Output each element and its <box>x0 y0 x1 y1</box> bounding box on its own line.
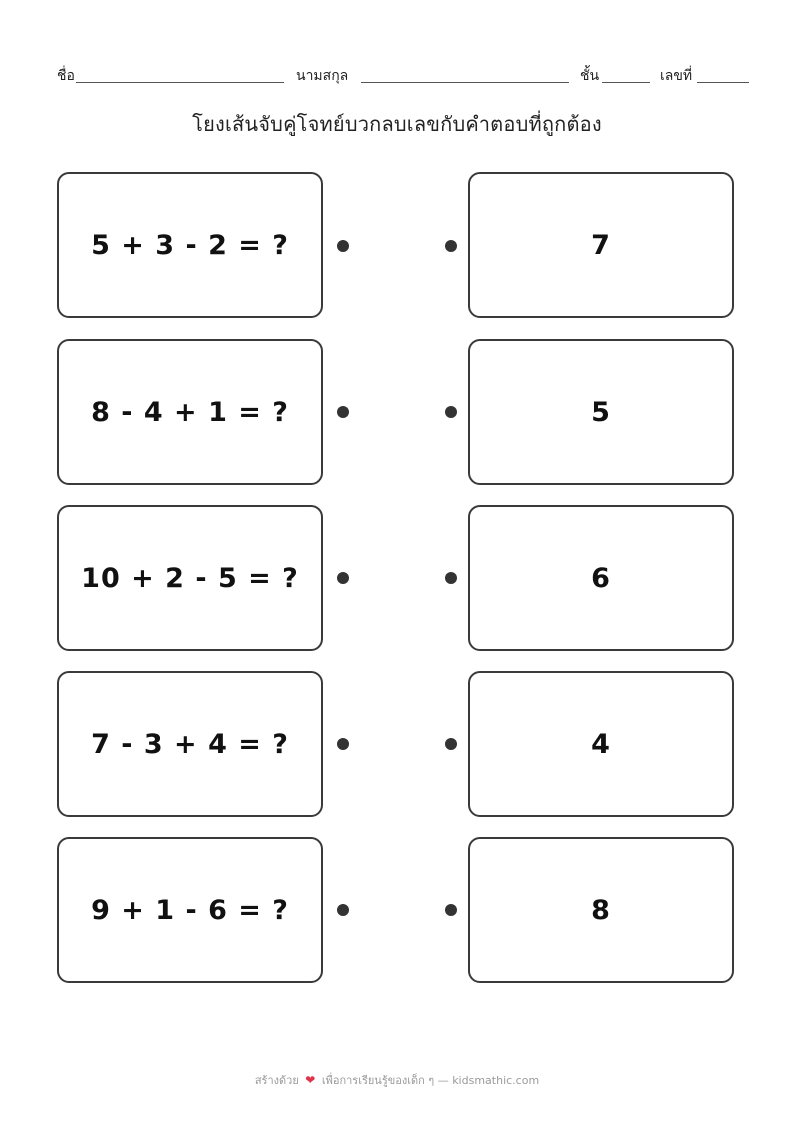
answer-connector-dot-5[interactable] <box>445 904 457 916</box>
question-text: 7 - 3 + 4 = ? <box>91 728 289 760</box>
question-text: 8 - 4 + 1 = ? <box>91 396 289 428</box>
answer-connector-dot-2[interactable] <box>445 406 457 418</box>
number-field[interactable] <box>697 82 749 83</box>
answer-text: 7 <box>591 229 611 261</box>
answer-connector-dot-3[interactable] <box>445 572 457 584</box>
name-field[interactable] <box>76 82 284 83</box>
class-label: ชั้น <box>580 68 600 84</box>
answer-connector-dot-4[interactable] <box>445 738 457 750</box>
answer-card-3 <box>468 505 734 651</box>
answer-text: 6 <box>591 562 611 594</box>
question-text: 5 + 3 - 2 = ? <box>91 229 289 261</box>
question-card-4 <box>57 671 323 817</box>
question-connector-dot-3[interactable] <box>337 572 349 584</box>
answer-text: 4 <box>591 728 611 760</box>
student-info-line <box>57 63 749 85</box>
name-label: ชื่อ <box>57 68 75 84</box>
question-connector-dot-4[interactable] <box>337 738 349 750</box>
answer-card-5 <box>468 837 734 983</box>
surname-label: นามสกุล <box>296 68 349 84</box>
question-card-1 <box>57 172 323 318</box>
heart-icon: ❤ <box>305 1073 316 1087</box>
answer-connector-dot-1[interactable] <box>445 240 457 252</box>
question-card-2 <box>57 339 323 485</box>
footer-credit <box>0 1071 794 1089</box>
page-title: โยงเส้นจับคู่โจทย์บวกลบเลขกับคำตอบที่ถูกต้อง <box>192 112 602 136</box>
footer-suffix: เพื่อการเรียนรู้ของเด็ก ๆ — kidsmathic.com <box>321 1074 540 1087</box>
class-field[interactable] <box>602 82 650 83</box>
answer-text: 5 <box>591 396 611 428</box>
question-connector-dot-2[interactable] <box>337 406 349 418</box>
question-card-3 <box>57 505 323 651</box>
answer-text: 8 <box>591 894 611 926</box>
footer-prefix: สร้างด้วย <box>254 1074 299 1087</box>
answer-card-1 <box>468 172 734 318</box>
question-connector-dot-1[interactable] <box>337 240 349 252</box>
question-card-5 <box>57 837 323 983</box>
answer-card-2 <box>468 339 734 485</box>
question-connector-dot-5[interactable] <box>337 904 349 916</box>
surname-field[interactable] <box>361 82 569 83</box>
answer-card-4 <box>468 671 734 817</box>
number-label: เลขที่ <box>660 68 693 84</box>
question-text: 10 + 2 - 5 = ? <box>81 562 299 594</box>
question-text: 9 + 1 - 6 = ? <box>91 894 289 926</box>
